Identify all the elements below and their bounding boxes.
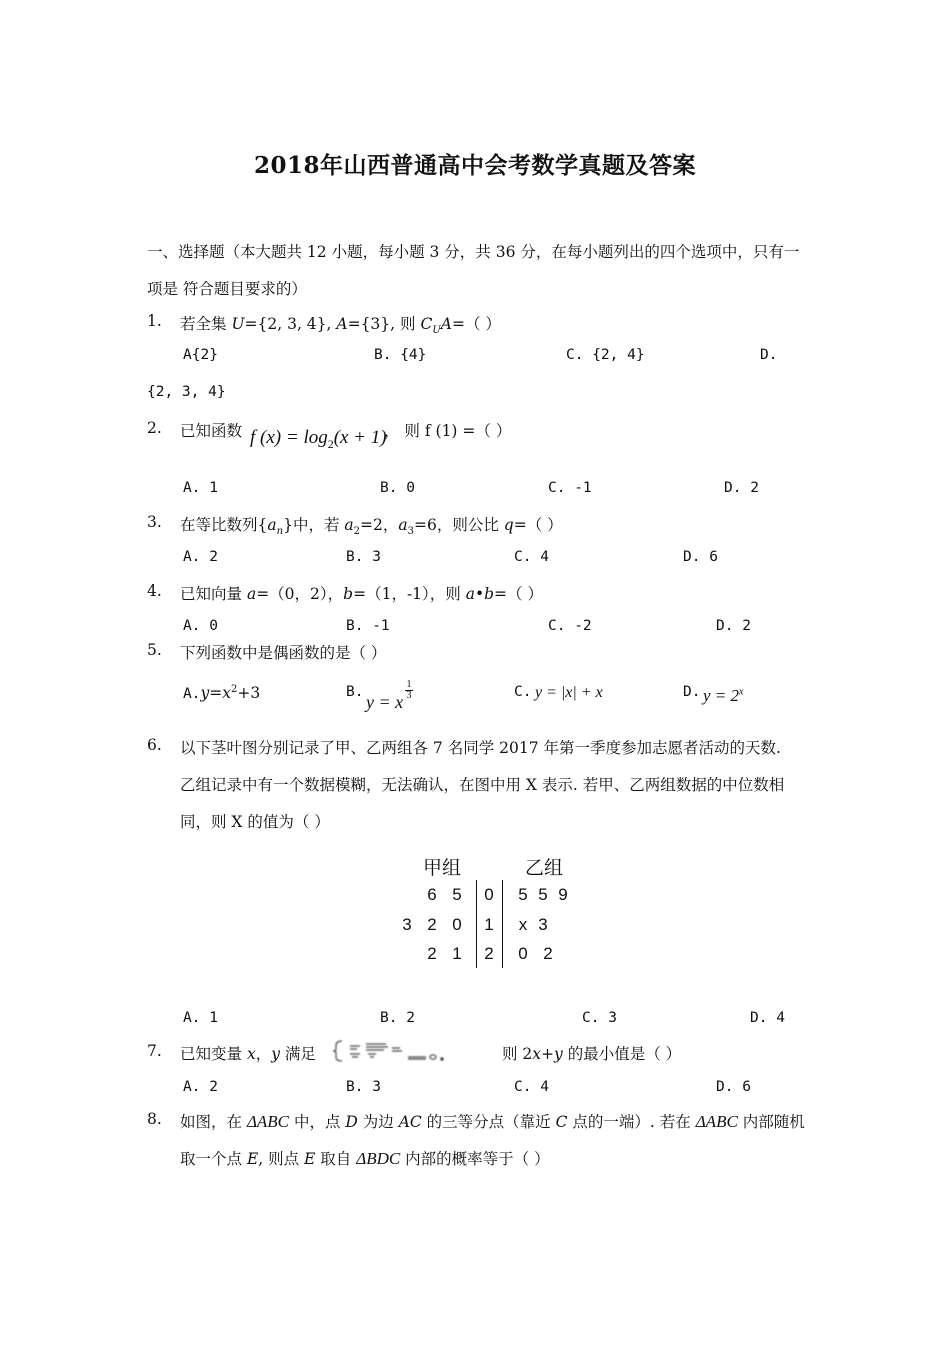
section-header-line2: 项是 符合题目要求的） <box>147 280 307 298</box>
text: 满足 <box>279 1045 316 1063</box>
question-number: 2. <box>147 419 162 437</box>
stemleaf-leaf: x <box>518 915 528 934</box>
text: =（1，-1），则 <box>353 585 466 603</box>
question-stem <box>180 312 501 336</box>
question-number: 8. <box>147 1110 162 1128</box>
question-line-2 <box>180 1147 550 1169</box>
question-line-3: 同，则 X 的值为（ ） <box>180 813 330 831</box>
stemleaf-divider-left <box>476 880 477 968</box>
text: 已知变量 <box>180 1045 247 1063</box>
option-d: D. 6 <box>716 1079 751 1095</box>
text: 点的一端）. 若在 <box>567 1113 696 1131</box>
fraction-numerator: 1 <box>406 679 412 690</box>
option-d: D. 4 <box>750 1010 785 1026</box>
text: =（ ） <box>494 585 543 603</box>
var-x: x <box>246 1045 256 1063</box>
blurred-constraint-system <box>330 1038 500 1064</box>
question-stem <box>180 513 563 537</box>
vector-b: b <box>343 585 354 603</box>
question-stem: 下列函数中是偶函数的是（ ） <box>180 644 387 662</box>
stemleaf-leaf: 9 <box>558 885 568 904</box>
fraction-denominator: 3 <box>406 690 412 701</box>
vector-a: a <box>246 585 257 603</box>
text: 取一个点 <box>180 1150 247 1168</box>
text: 中，点 <box>289 1113 346 1131</box>
stemleaf-divider-right <box>502 880 503 968</box>
option-b-label: B. <box>346 684 364 700</box>
subscript: 3 <box>407 526 414 538</box>
question-line-2: 乙组记录中有一个数据模糊，无法确认，在图中用 X 表示. 若甲、乙两组数据的中位数相 <box>180 776 785 794</box>
question-stem-head <box>180 1042 316 1064</box>
section-header-line1: 一、选择题（本大题共 12 小题，每小题 3 分，共 36 分，在每小题列出的四个选项中，只有一 <box>147 243 800 261</box>
option-a: A{2} <box>183 347 218 363</box>
option-c: C. -2 <box>548 618 592 634</box>
option-b-expr: y = x <box>366 692 404 712</box>
option-expr: y=x <box>200 684 231 703</box>
text: , 则点 <box>258 1150 305 1168</box>
option-b: B. -1 <box>346 618 390 634</box>
var-y: y <box>271 1045 280 1063</box>
text: 已知向量 <box>180 585 247 603</box>
option-d-label: D. <box>683 684 701 700</box>
var-a: A <box>336 315 348 333</box>
stemleaf-stem: 0 <box>484 885 494 904</box>
var-a: a <box>267 516 277 534</box>
stemleaf-leaf: 2 <box>427 944 437 963</box>
option-b: B. {4} <box>374 347 427 363</box>
var-q: q <box>503 516 514 534</box>
text: }中，若 <box>283 516 345 534</box>
option-label: A. <box>183 686 201 703</box>
var-x: x <box>532 1045 542 1063</box>
question-number: 7. <box>147 1042 162 1060</box>
question-number: 4. <box>147 582 162 600</box>
stemleaf-leaf: 3 <box>402 915 412 934</box>
var-a: a <box>398 516 408 534</box>
option-a: A. 2 <box>183 549 218 565</box>
stemleaf-stem: 2 <box>484 944 494 963</box>
triangle-abc: ΔABC <box>246 1112 290 1131</box>
option-a: A. 1 <box>183 1010 218 1026</box>
option-a: A. 0 <box>183 618 218 634</box>
stemleaf-leaf: 2 <box>427 915 437 934</box>
question-stem-text: 已知函数 <box>180 422 243 440</box>
question-stem-tail <box>502 1042 681 1064</box>
text: =6，则公比 <box>413 516 504 534</box>
subscript: 2 <box>353 526 360 538</box>
text: =（0，2）， <box>256 585 344 603</box>
text: =（ ） <box>451 315 501 333</box>
triangle-bdc: ΔBDC <box>356 1149 401 1168</box>
stemleaf-left-title: 甲组 <box>423 858 462 879</box>
superscript: x <box>739 686 744 698</box>
dot-product: a•b <box>465 585 495 603</box>
option-c: C. {2, 4} <box>566 347 645 363</box>
point-e: E <box>304 1150 316 1168</box>
option-a: A. 1 <box>183 480 218 496</box>
option-d: D. 2 <box>716 618 751 634</box>
point-e: E <box>246 1150 259 1168</box>
subscript: n <box>276 526 284 538</box>
function-formula <box>250 427 387 452</box>
complement-symbol: C <box>420 315 433 333</box>
text: + <box>541 1045 555 1063</box>
segment-ac: AC <box>398 1113 422 1131</box>
formula-head: f (x) = log <box>250 427 328 448</box>
option-a: A. 2 <box>183 1079 218 1095</box>
stemleaf-leaf: 5 <box>518 885 528 904</box>
question-number: 6. <box>147 736 162 754</box>
text: 如图，在 <box>180 1113 247 1131</box>
option-c: C. 3 <box>582 1010 617 1026</box>
option-d: D. 6 <box>683 549 718 565</box>
option-d-expr <box>703 686 743 706</box>
text: 则 2 <box>502 1045 533 1063</box>
expr-base: y = 2 <box>703 686 740 705</box>
text: 的最小值是（ ） <box>562 1045 682 1063</box>
option-c-label: C. <box>514 684 532 700</box>
question-number: 1. <box>147 312 162 330</box>
text: ， <box>255 1045 272 1063</box>
var-a: a <box>344 516 354 534</box>
question-number: 5. <box>147 641 162 659</box>
question-number: 3. <box>147 513 162 531</box>
option-b: B. 0 <box>380 480 415 496</box>
option-d: D. 2 <box>724 480 759 496</box>
question-line-1 <box>180 1110 805 1132</box>
text: 内部随机 <box>737 1113 805 1131</box>
stemleaf-leaf: 5 <box>538 885 548 904</box>
text: 为边 <box>357 1113 399 1131</box>
stemleaf-leaf: 5 <box>452 885 462 904</box>
text: 的三等分点（靠近 <box>421 1113 556 1131</box>
stemleaf-stem: 1 <box>484 915 494 934</box>
point-c: C <box>555 1113 568 1131</box>
formula-subscript: 2 <box>327 436 334 451</box>
fraction-exponent <box>405 680 413 701</box>
var-y: y <box>554 1045 563 1063</box>
var-u: U <box>231 315 245 333</box>
text: 若全集 <box>180 315 232 333</box>
stemleaf-leaf: 6 <box>427 885 437 904</box>
page-title: 2018年山西普通高中会考数学真题及答案 <box>253 152 696 179</box>
stemleaf-leaf: 0 <box>452 915 462 934</box>
text: ={2, 3, 4}, <box>244 315 337 333</box>
option-b: B. 2 <box>380 1010 415 1026</box>
var-a: A <box>440 315 452 333</box>
text: =2， <box>360 516 399 534</box>
option-d: D. <box>760 347 778 363</box>
text: ={3}, 则 <box>347 315 421 333</box>
question-stem-tail: ， 则 f (1) =（ ） <box>384 422 512 440</box>
point-d: D <box>345 1113 358 1131</box>
triangle-abc: ΔABC <box>695 1112 738 1131</box>
stemleaf-leaf: 0 <box>518 944 528 963</box>
superscript: 2 <box>230 684 238 695</box>
option-c: C. 4 <box>514 1079 549 1095</box>
text: =（ ） <box>513 516 563 534</box>
option-b: B. 3 <box>346 1079 381 1095</box>
question-stem <box>180 582 543 604</box>
option-d-continued: {2, 3, 4} <box>147 384 226 400</box>
stemleaf-right-title: 乙组 <box>525 858 564 879</box>
option-expr-tail: +3 <box>237 684 261 703</box>
stemleaf-leaf: 3 <box>538 915 548 934</box>
question-line-1: 以下茎叶图分别记录了甲、乙两组各 7 名同学 2017 年第一季度参加志愿者活动的天数. <box>180 739 781 757</box>
option-b: B. 3 <box>346 549 381 565</box>
text: 内部的概率等于（ ） <box>400 1150 550 1168</box>
option-c: C. -1 <box>548 480 592 496</box>
stemleaf-leaf: 1 <box>452 944 462 963</box>
text: 取自 <box>315 1150 357 1168</box>
option-c-expr: y = |x| + x <box>535 684 603 701</box>
stemleaf-leaf: 2 <box>543 944 553 963</box>
option-c: C. 4 <box>514 549 549 565</box>
text: 在等比数列{ <box>180 516 268 534</box>
subscript: U <box>432 325 441 337</box>
formula-tail: (x + 1) <box>333 427 387 448</box>
option-a <box>183 684 260 702</box>
